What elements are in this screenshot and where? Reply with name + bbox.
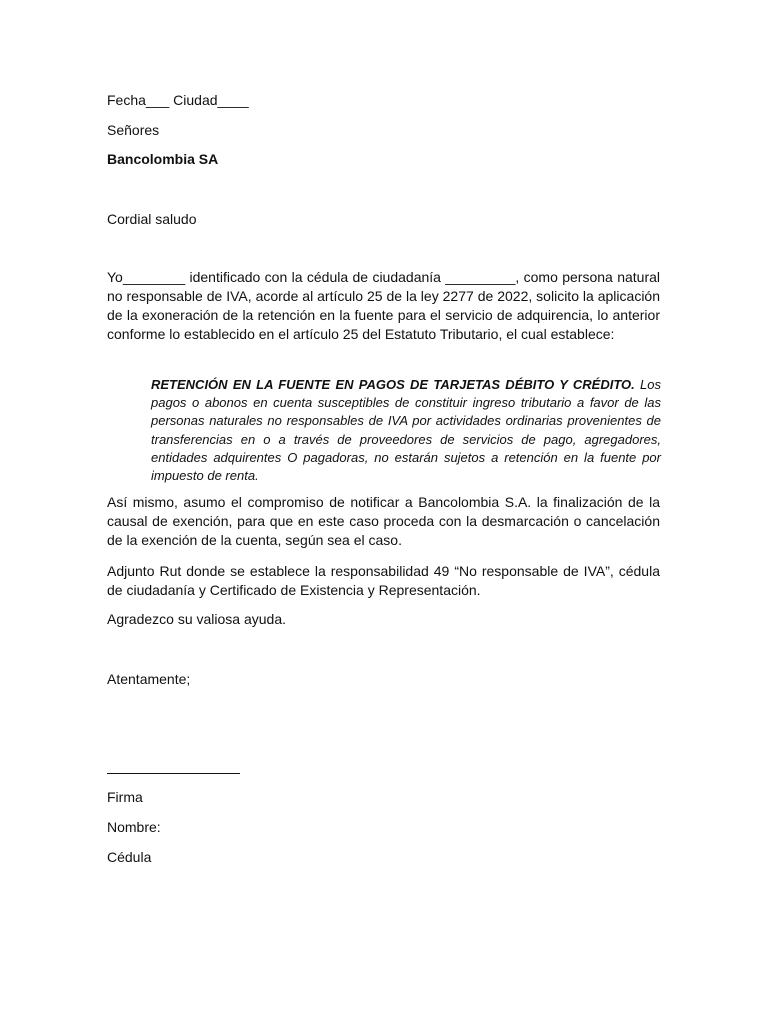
date-city-line: Fecha___ Ciudad____ xyxy=(107,92,249,108)
greeting: Cordial saludo xyxy=(107,211,197,227)
closing-line: Atentamente; xyxy=(107,671,191,687)
body-paragraph-2: Así mismo, asumo el compromiso de notificar a Bancolombia S.A. la finalización de la causal de exención, para que en este caso proceda con la desmarcación o cancelación de la exención de la cuenta, según sea el caso. xyxy=(107,494,660,548)
signature-line xyxy=(107,773,240,774)
id-label: Cédula xyxy=(107,849,152,865)
legal-quote xyxy=(151,376,661,485)
body-paragraph-1: Yo________ identificado con la cédula de ciudadanía _________, como persona natural no responsable de IVA, acorde al artículo 25 de la ley 2277 de 2022, solicito la aplicación de la exoneración de la retención en la fuente para el servicio de adquirencia, lo anterior conforme lo establecido en el artículo 25 del Estatuto Tributario, el cual establece: xyxy=(107,269,660,342)
body-paragraph-3: Adjunto Rut donde se establece la responsabilidad 49 “No responsable de IVA”, cédula de ciudadanía y Certificado de Existencia y Representación. xyxy=(107,563,660,598)
name-label: Nombre: xyxy=(107,819,161,835)
legal-quote-text: Los pagos o abonos en cuenta susceptibles de constituir ingreso tributario a favor de las personas naturales no responsables de IVA por actividades ordinarias provenientes de transferencias en o a través de proveedores de servicios de pago, agregadores, entidades adquirentes O pagadoras, no estarán sujetos a retención en la fuente por impuesto de renta. xyxy=(151,377,661,484)
recipient-name: Bancolombia SA xyxy=(107,151,219,167)
salutation-to: Señores xyxy=(107,122,160,138)
legal-quote-heading: RETENCIÓN EN LA FUENTE EN PAGOS DE TARJETAS DÉBITO Y CRÉDITO. xyxy=(151,377,635,392)
thanks-line: Agradezco su valiosa ayuda. xyxy=(107,611,286,627)
signature-label: Firma xyxy=(107,789,143,805)
